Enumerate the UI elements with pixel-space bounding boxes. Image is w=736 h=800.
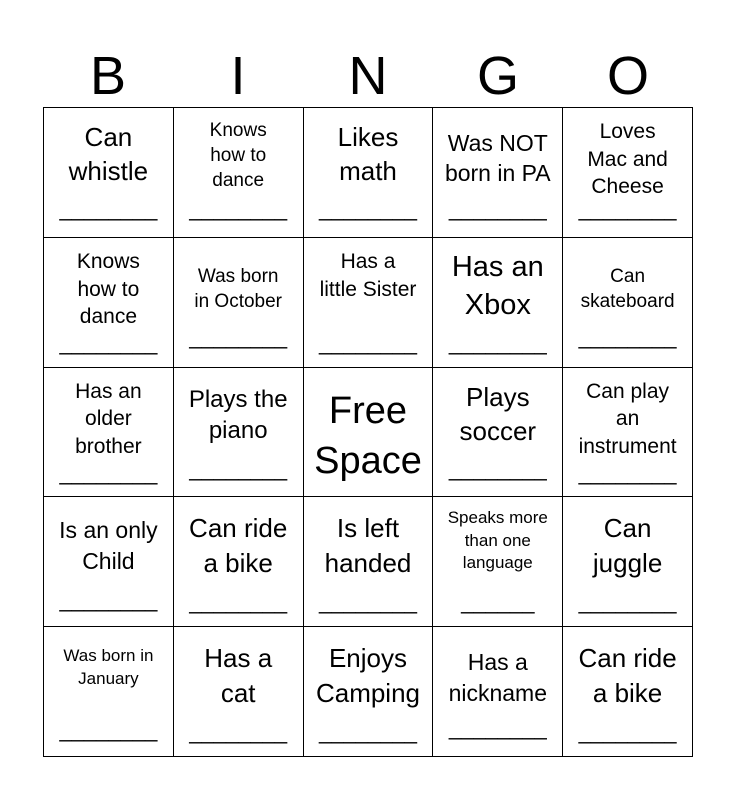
cell-text: Can ride a bike — [189, 513, 288, 578]
cell-blank-line: ________ — [448, 715, 547, 741]
cell-blank-line: ________ — [189, 455, 288, 481]
bingo-cell — [304, 368, 434, 498]
bingo-cell — [433, 368, 563, 498]
cell-blank-line: ________ — [578, 719, 677, 745]
cell-text: Plays soccer — [459, 381, 537, 446]
cell-blank-line: ________ — [578, 323, 677, 349]
cell-text: Has an Xbox — [451, 250, 544, 322]
cell-text: Is an only Child — [59, 517, 158, 574]
cell-blank-line: ________ — [448, 329, 547, 355]
cell-blank-line: ________ — [448, 196, 547, 221]
header-letter-n: N — [348, 46, 388, 106]
bingo-cell — [44, 627, 174, 757]
cell-blank-line: ________ — [189, 196, 288, 221]
header-letter-o: O — [606, 46, 649, 106]
bingo-cell — [433, 627, 563, 757]
cell-text: Knows how to dance — [209, 120, 267, 192]
cell-text: Can skateboard — [580, 265, 675, 312]
bingo-cell — [563, 368, 693, 498]
cell-blank-line: ________ — [189, 719, 288, 745]
bingo-cell — [174, 627, 304, 757]
cell-text: Was NOT born in PA — [444, 130, 551, 187]
cell-blank-line: ________ — [59, 587, 158, 613]
cell-text: Loves Mac and Cheese — [587, 120, 668, 199]
cell-text: Speaks more than one language — [447, 508, 548, 573]
cell-blank-line: ________ — [578, 459, 677, 485]
cell-blank-line: ________ — [59, 459, 158, 485]
cell-text: Plays the piano — [188, 385, 288, 445]
bingo-cell — [174, 238, 304, 368]
cell-text: Has an older brother — [75, 379, 142, 459]
bingo-cell — [563, 497, 693, 627]
bingo-cell — [44, 497, 174, 627]
cell-blank-line: ________ — [319, 719, 417, 745]
bingo-grid — [43, 107, 693, 757]
cell-blank-line: ________ — [448, 455, 547, 481]
bingo-cell — [433, 497, 563, 627]
cell-blank-line: ________ — [189, 589, 288, 615]
bingo-cell — [304, 238, 434, 368]
cell-text: Is left handed — [324, 513, 412, 578]
cell-blank-line: ________ — [578, 196, 677, 221]
bingo-cell — [563, 238, 693, 368]
bingo-cell — [304, 108, 434, 238]
cell-blank-line: ________ — [59, 196, 158, 221]
bingo-cell — [433, 108, 563, 238]
bingo-cell — [174, 108, 304, 238]
cell-text: Can whistle — [68, 122, 149, 187]
bingo-header — [43, 46, 693, 106]
cell-text: Free Space — [314, 389, 422, 482]
cell-blank-line: ________ — [189, 323, 288, 349]
cell-text: Enjoys Camping — [315, 643, 421, 708]
bingo-cell — [174, 368, 304, 498]
cell-text: Has a little Sister — [319, 249, 417, 301]
cell-blank-line: ________ — [319, 196, 417, 221]
bingo-cell — [44, 108, 174, 238]
bingo-cell — [304, 497, 434, 627]
bingo-cell — [563, 108, 693, 238]
cell-text: Was born in January — [63, 646, 154, 688]
bingo-cell — [44, 238, 174, 368]
cell-blank-line: ________ — [578, 589, 677, 615]
cell-blank-line: ________ — [319, 329, 417, 355]
cell-text: Knows how to dance — [76, 249, 140, 329]
cell-text: Can juggle — [592, 513, 663, 578]
header-letter-b: B — [89, 46, 127, 106]
bingo-cell — [563, 627, 693, 757]
header-letter-i: I — [230, 46, 246, 106]
cell-text: Likes math — [337, 122, 399, 187]
bingo-cell — [433, 238, 563, 368]
bingo-cell — [304, 627, 434, 757]
cell-blank-line: ______ — [461, 589, 535, 615]
cell-blank-line: ________ — [59, 717, 158, 743]
bingo-cell — [44, 368, 174, 498]
cell-text: Was born in October — [194, 265, 283, 312]
cell-text: Has a nickname — [448, 649, 547, 706]
cell-blank-line: ________ — [59, 329, 158, 355]
cell-blank-line: ________ — [319, 589, 417, 615]
cell-text: Has a cat — [204, 643, 273, 708]
bingo-cell — [174, 497, 304, 627]
header-letter-g: G — [476, 46, 519, 106]
cell-text: Can play an instrument — [578, 379, 677, 459]
cell-text: Can ride a bike — [578, 643, 677, 708]
